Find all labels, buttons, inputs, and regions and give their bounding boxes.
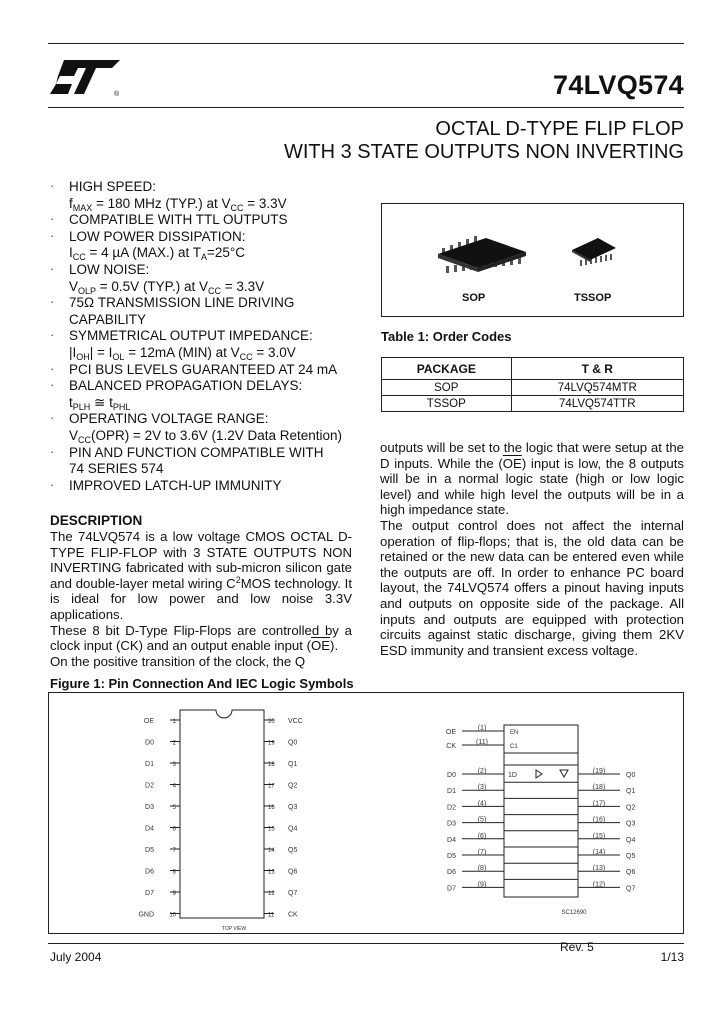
iec-in-num: (7) [477,849,487,856]
iec-out-num: (17) [592,800,606,808]
logo-text: ST [50,54,52,55]
feature-low-power: · LOW POWER DISSIPATION: $I_{CC} = 4$ µA (MAX.) at $T_A=25^\circ C$ [50,229,360,262]
table-row: TSSOP 74LVQ574TTR [382,396,684,412]
tssop-package-image [568,234,618,270]
pin-label-left: D3 [145,804,154,811]
feature-latchup: · IMPROVED LATCH-UP IMMUNITY [50,478,360,495]
chip-label: TOP VIEW [221,926,247,932]
pin-label-left: D0 [145,739,154,747]
dip-chip [138,710,302,932]
pin-label-right: Q7 [288,890,298,897]
order-table-title: Table 1: Order Codes [381,329,512,344]
pin-label-left: D6 [145,868,154,876]
part-number: 74LVQ574 [553,70,684,100]
pin-label-left: D5 [145,847,154,854]
description-heading: DESCRIPTION [50,513,143,528]
features-list [50,179,360,494]
iec-out-num: (12) [592,881,606,889]
feature-transmission: · 75Ω TRANSMISSION LINE DRIVING CAPABILITY [50,295,360,328]
pin-label-left: D7 [145,890,154,897]
pin-label-right: Q6 [288,868,298,876]
st-logo [50,54,122,98]
feature-high-speed: · HIGH SPEED: $f_{MAX} = 180$ MHz (TYP.) at $V_{CC} = 3.3V$ [50,179,360,212]
feature-balanced: · BALANCED PROPAGATION DELAYS: $t_{PLH}$ ≅ $t_{PHL}$ [50,378,360,411]
pin-number-right: 18 [268,762,275,768]
pin-number-right: 17 [268,783,275,790]
feature-symmetrical: · SYMMETRICAL OUTPUT IMPEDANCE: $|I_{OH}| = I_{OL} = 12mA$ (MIN) at $V_{CC} = 3.0V$ [50,328,360,361]
package-image-box [381,203,684,317]
tssop-label: TSSOP [574,292,612,304]
iec-in-num: (3) [477,784,487,792]
iec-out-label: Q4 [626,836,636,844]
iec-in-label: D4 [447,836,456,844]
feature-low-noise: · LOW NOISE: $V_{OLP} = 0.5V$ (TYP.) at $V_{CC} = 3.3V$ [50,262,360,295]
pin-label-right: CK [288,911,298,919]
pin-label-left: OE [143,718,154,725]
pin-number-right: 19 [268,740,275,747]
iec-out-num: (15) [592,832,606,840]
iec-in-label: D2 [447,804,456,812]
page-title [284,118,684,164]
iec-symbol [446,725,636,897]
iec-out-label: Q6 [626,869,636,877]
iec-ctrl-label: CK [446,743,456,750]
iec-in-num: (9) [477,881,487,889]
iec-ctrl-num: (11) [476,739,488,746]
pin-label-right: Q5 [288,847,298,854]
iec-ctrl-label: OE [445,729,456,736]
footer-date: July 2004 [50,950,102,964]
top-rule [48,43,684,44]
pin-number-left: 5 [172,805,176,811]
pin-number-left: 4 [172,783,176,790]
iec-out-num: (13) [592,865,606,873]
iec-in-label: D7 [447,885,456,893]
pin-number-left: 6 [172,826,176,833]
feature-ttl: · COMPATIBLE WITH TTL OUTPUTS [50,212,360,229]
pin-number-right: 12 [268,891,275,897]
description-col2: outputs will be set to the logic that were setup at the D inputs. While the $(\overline{OE})$ input is low, the 8 outputs will be in a normal logic state (high or low logic level) and while high level the outputs will be in a high impedance state. The output control does not affect the internal operation of flip-flops; that is, the old data can be retained or the new data can be entered even while the outputs are off. In order to enhance PC board layout, the 74LVQ574 offers a pinout having inputs and outputs on opposite side of the package. All inputs and outputs are equipped with protection circuits against static discharge, giving them 2KV ESD immunity and transient excess voltage. [380,440,684,658]
iec-out-label: Q1 [626,788,636,796]
pin-number-right: 15 [268,826,275,833]
pin-label-right: Q2 [288,782,298,790]
pin-number-left: 9 [172,891,176,897]
iec-out-label: Q2 [626,804,636,812]
iec-ctrl-mark: EN [510,730,519,736]
iec-code: SC12690 [561,910,587,916]
iec-out-label: Q3 [626,820,636,828]
feature-pci: · PCI BUS LEVELS GUARANTEED AT 24 mA [50,362,360,379]
pin-number-left: 7 [172,848,176,854]
iec-in-label: D3 [447,820,456,828]
table-row: SOP 74LVQ574MTR [382,380,684,396]
iec-in-num: (5) [477,816,487,824]
iec-first-cell: 1D [508,772,517,779]
iec-out-label: Q5 [626,853,636,860]
svg-text:®: ® [114,91,120,98]
pin-label-left: D2 [145,782,154,790]
description-col1: The 74LVQ574 is a low voltage CMOS OCTAL D-TYPE FLIP-FLOP with 3 STATE OUTPUTS NON INVERTING fabricated with sub-micron silicon gate and double-layer metal wiring $C^2MOS$ technology. It is ideal for low power and low noise 3.3V applications. These 8 bit D-Type Flip-Flops are controlled by a clock input (CK) and an output enable input $(\overline{OE})$. On the positive transition of the clock, the Q [50,529,353,669]
iec-buffer-symbol [536,770,542,778]
pin-number-right: 14 [268,848,275,854]
footer-rev: Rev. 5 [560,940,594,954]
footer-page: 1/13 [660,950,684,964]
pin-number-left: 3 [172,762,176,768]
figure-title: Figure 1: Pin Connection And IEC Logic Symbols [50,676,354,691]
pin-number-right: 16 [268,805,275,811]
iec-3state-symbol [560,770,568,777]
iec-out-num: (18) [592,784,606,792]
pin-number-left: 1 [172,719,176,725]
iec-out-num: (14) [592,849,606,856]
sop-package-image [434,230,530,278]
order-header-package: PACKAGE [382,358,512,380]
iec-in-num: (6) [477,832,487,840]
pin-number-left: 10 [169,912,176,919]
order-table [381,357,684,412]
iec-in-label: D1 [447,788,456,796]
pin-label-right: VCC [288,718,303,725]
pin-label-right: Q0 [288,739,298,747]
pin-number-right: 11 [268,912,275,919]
pin-label-right: Q4 [288,825,298,833]
title-line-1: OCTAL D-TYPE FLIP FLOP [435,118,684,140]
pin-label-left: GND [138,911,154,919]
pin-number-left: 2 [172,740,176,747]
figure-diagram [48,692,684,934]
iec-ctrl-mark: C1 [510,744,518,750]
iec-in-num: (4) [477,800,487,808]
header-rule [48,107,684,108]
pin-number-right: 20 [268,719,275,725]
iec-ctrl-num: (1) [477,725,487,732]
sop-label: SOP [462,292,486,304]
iec-in-num: (8) [477,865,487,873]
pin-label-right: Q1 [288,761,298,768]
iec-in-label: D5 [447,853,456,860]
pin-label-right: Q3 [288,804,298,811]
iec-out-num: (19) [592,768,606,775]
iec-out-label: Q7 [626,885,636,893]
pin-label-left: D1 [145,761,154,768]
iec-out-label: Q0 [626,772,636,779]
feature-pin-compatible: · PIN AND FUNCTION COMPATIBLE WITH 74 SERIES 574 [50,445,360,478]
iec-in-label: D0 [447,772,456,779]
feature-operating: · OPERATING VOLTAGE RANGE: $V_{CC}(OPR) = 2V$ to 3.6V (1.2V Data Retention) [50,411,360,444]
pin-number-right: 13 [268,869,275,876]
pin-number-left: 8 [172,869,176,876]
title-line-2: WITH 3 STATE OUTPUTS NON INVERTING [283,141,684,163]
iec-in-label: D6 [447,869,456,877]
iec-out-num: (16) [592,816,606,824]
pin-label-left: D4 [145,825,154,833]
order-header-tr: T & R [511,358,683,380]
iec-in-num: (2) [477,768,487,775]
